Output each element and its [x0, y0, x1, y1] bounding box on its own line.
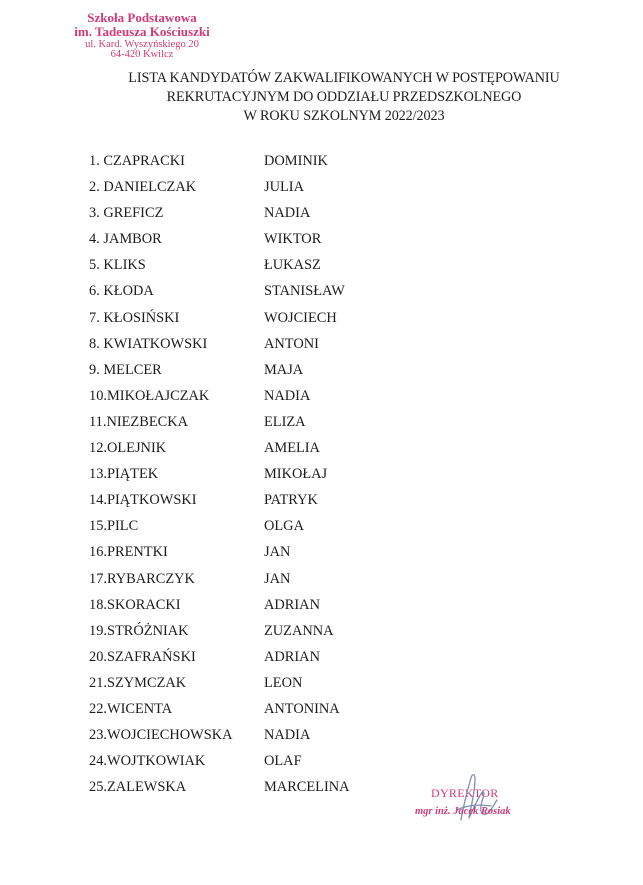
candidate-firstname: STANISŁAW [264, 283, 345, 300]
candidate-firstname: NADIA [264, 205, 311, 222]
title-line-1: LISTA KANDYDATÓW ZAKWALIFIKOWANYCH W POSTĘPOWANIU [128, 70, 560, 86]
candidate-firstname: JAN [264, 544, 291, 561]
candidate-firstname: MARCELINA [264, 779, 350, 796]
candidate-surname: 23.WOJCIECHOWSKA [89, 727, 233, 744]
candidate-firstname: JAN [264, 570, 291, 587]
candidate-firstname: ANTONI [264, 335, 319, 352]
candidate-firstname: NADIA [264, 727, 311, 744]
candidate-firstname: MAJA [264, 361, 304, 378]
candidate-surname: 9. MELCER [89, 361, 162, 378]
candidate-surname: 16.PRENTKI [89, 544, 168, 561]
candidate-firstname: ADRIAN [264, 596, 320, 613]
candidate-firstname: WOJCIECH [264, 309, 337, 326]
stamp-street: ul. Kard. Wyszyńskiego 20 [85, 39, 199, 50]
candidate-firstname: OLAF [264, 753, 302, 770]
candidate-firstname: JULIA [264, 179, 304, 196]
candidate-firstname: ANTONINA [264, 700, 340, 717]
handwritten-signature-icon [445, 770, 515, 830]
candidate-firstname: LEON [264, 674, 303, 691]
stamp-postal: 64-420 Kwilcz [110, 49, 174, 60]
candidate-surname: 3. GREFICZ [89, 205, 164, 222]
candidate-surname: 14.PIĄTKOWSKI [89, 492, 197, 509]
school-stamp [52, 11, 232, 60]
stamp-school-name: Szkoła Podstawowa [87, 10, 197, 25]
candidate-firstname: MIKOŁAJ [264, 466, 328, 483]
candidate-surname: 5. KLIKS [89, 257, 146, 274]
candidate-surname: 6. KŁODA [89, 283, 154, 300]
title-line-2: REKRUTACYJNYM DO ODDZIAŁU PRZEDSZKOLNEGO [166, 89, 522, 105]
candidate-firstname: ZUZANNA [264, 622, 334, 639]
director-title: DYREKTOR [431, 786, 499, 800]
candidate-firstname: ŁUKASZ [264, 257, 321, 274]
candidate-surname: 2. DANIELCZAK [89, 179, 197, 196]
candidate-surname: 20.SZAFRAŃSKI [89, 648, 196, 665]
title-line-3: W ROKU SZKOLNYM 2022/2023 [243, 108, 445, 124]
candidate-surname: 7. KŁOSIŃSKI [89, 309, 180, 326]
candidate-surname: 10.MIKOŁAJCZAK [89, 387, 210, 404]
candidate-surname: 25.ZALEWSKA [89, 779, 187, 796]
candidate-firstname: WIKTOR [264, 231, 322, 248]
candidate-firstname: ELIZA [264, 413, 306, 430]
candidate-firstname: DOMINIK [264, 153, 328, 169]
candidate-firstname: ADRIAN [264, 648, 320, 665]
candidate-firstname: OLGA [264, 518, 304, 535]
candidate-surname: 15.PILC [89, 518, 139, 535]
candidate-firstname: AMELIA [264, 440, 320, 457]
director-name: mgr inż. Jacek Rosiak [415, 806, 511, 817]
candidate-surname: 24.WOJTKOWIAK [89, 753, 206, 770]
candidate-surname: 12.OLEJNIK [89, 440, 167, 457]
candidate-surname: 8. KWIATKOWSKI [89, 335, 208, 352]
candidate-surname: 19.STRÓŻNIAK [89, 622, 189, 639]
stamp-patron: im. Tadeusza Kościuszki [74, 24, 210, 39]
candidate-surname: 11.NIEZBECKA [89, 413, 188, 430]
candidate-surname: 22.WICENTA [89, 700, 173, 717]
candidate-surname: 17.RYBARCZYK [89, 570, 195, 587]
candidate-firstname: PATRYK [264, 492, 318, 509]
candidate-surname: 13.PIĄTEK [89, 466, 159, 483]
candidate-firstname: NADIA [264, 387, 311, 404]
director-signature-block [415, 770, 565, 830]
candidate-surname: 4. JAMBOR [89, 231, 162, 248]
candidate-surname: 1. CZAPRACKI [89, 153, 185, 169]
candidate-surname: 21.SZYMCZAK [89, 674, 187, 691]
candidate-surname: 18.SKORACKI [89, 596, 181, 613]
document-title [50, 69, 638, 126]
